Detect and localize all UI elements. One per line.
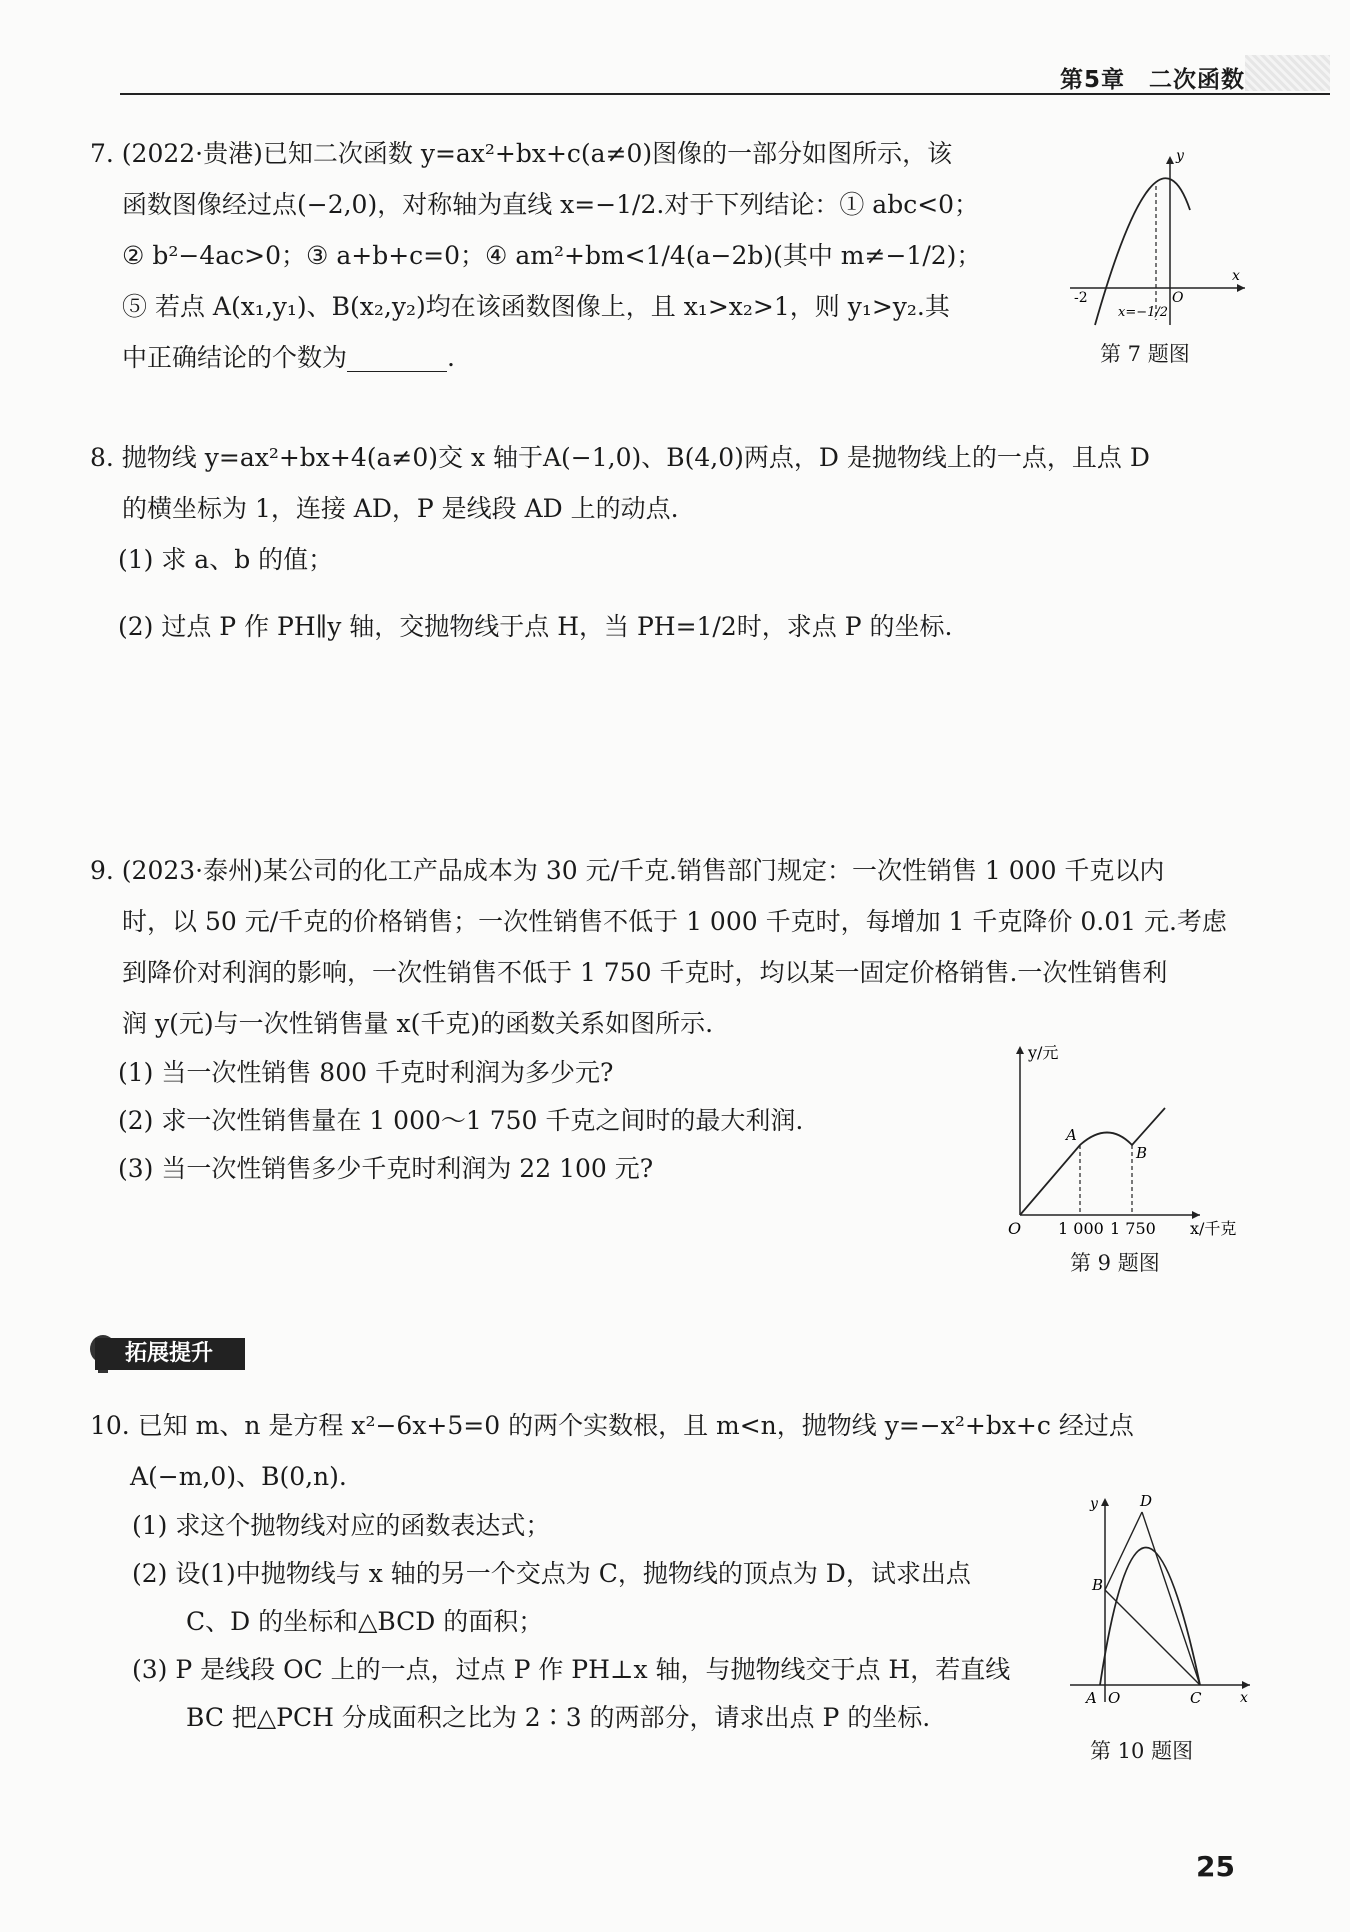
q7-axis-label: x=−1/2 — [1118, 305, 1169, 320]
q10-line: A(−m,0)、B(0,n). — [130, 1462, 347, 1491]
chapter-title: 第5章 二次函数 — [1059, 67, 1245, 93]
q10-point-b: B — [1092, 1576, 1104, 1594]
q9-x-label: x/千克 — [1190, 1219, 1237, 1238]
q7-line: 7. (2022·贵港)已知二次函数 y=ax²+bx+c(a≠0)图像的一部分如图所示，该 — [90, 139, 953, 168]
q9-line: 9. (2023·泰州)某公司的化工产品成本为 30 元/千克.销售部门规定：一次性销售 1 000 千克以内 — [90, 856, 1165, 885]
q8-subquestion: (1) 求 a、b 的值； — [118, 545, 334, 574]
q10-subquestion: (1) 求这个抛物线对应的函数表达式； — [132, 1511, 551, 1540]
q7-line: ⑤ 若点 A(x₁,y₁)、B(x₂,y₂)均在该函数图像上，且 x₁>x₂>1，则 y₁>y₂.其 — [122, 292, 950, 321]
q9-subquestion: (3) 当一次性销售多少千克时利润为 22 100 元? — [118, 1154, 654, 1183]
q8-subquestion: (2) 过点 P 作 PH∥y 轴，交抛物线于点 H，当 PH=1/2时，求点 P 的坐标. — [118, 612, 953, 641]
q9-y-arrow — [1016, 1046, 1024, 1054]
question-7 — [90, 128, 981, 383]
q10-caption: 第 10 题图 — [1090, 1739, 1194, 1763]
question-8 — [90, 432, 1150, 652]
q7-x-arrow — [1237, 284, 1245, 292]
q7-line: 中正确结论的个数为________. — [122, 343, 455, 372]
q7-caption: 第 7 题图 — [1100, 342, 1190, 366]
q10-y-arrow — [1101, 1498, 1109, 1506]
q9-line: 时，以 50 元/千克的价格销售；一次性销售不低于 1 000 千克时，每增加 1 千克降价 0.01 元.考虑 — [122, 907, 1227, 936]
q10-subquestion: (3) P 是线段 OC 上的一点，过点 P 作 PH⊥x 轴，与抛物线交于点 H，若直线 — [132, 1655, 1011, 1684]
q10-figure — [1060, 1490, 1260, 1720]
q10-segment-dc — [1142, 1512, 1200, 1685]
page-number: 25 — [1196, 1850, 1235, 1883]
header-texture — [1245, 55, 1330, 91]
q9-x-arrow — [1192, 1211, 1200, 1219]
q7-line: 函数图像经过点(−2,0)，对称轴为直线 x=−1/2.对于下列结论：① abc<0； — [122, 190, 980, 219]
header-rule — [120, 93, 1330, 95]
q10-point-o: O — [1108, 1689, 1121, 1707]
q9-point-a: A — [1066, 1126, 1077, 1144]
q7-line: ② b²−4ac>0；③ a+b+c=0；④ am²+bm<1/4(a−2b)(其中 m≠−1/2)； — [122, 241, 982, 270]
q9-tick-1750: 1 750 — [1110, 1219, 1156, 1238]
q7-y-arrow — [1166, 156, 1174, 164]
q9-subquestion: (1) 当一次性销售 800 千克时利润为多少元? — [118, 1058, 614, 1087]
q8-line: 的横坐标为 1，连接 AD，P 是线段 AD 上的动点. — [122, 494, 679, 523]
q8-line: 8. 抛物线 y=ax²+bx+4(a≠0)交 x 轴于A(−1,0)、B(4,0)两点，D 是抛物线上的一点，且点 D — [90, 443, 1150, 472]
q10-subquestion: (2) 设(1)中抛物线与 x 轴的另一个交点为 C，抛物线的顶点为 D，试求出点 — [132, 1559, 971, 1588]
q9-line: 到降价对利润的影响，一次性销售不低于 1 750 千克时，均以某一固定价格销售.一次性销售利 — [122, 958, 1168, 987]
q9-line: 润 y(元)与一次性销售量 x(千克)的函数关系如图所示. — [122, 1009, 714, 1038]
q9-origin: O — [1008, 1219, 1022, 1238]
q10-x-label: x — [1240, 1690, 1248, 1706]
q7-figure — [1060, 150, 1255, 330]
q10-y-label: y — [1090, 1496, 1098, 1512]
q9-figure — [1000, 1040, 1250, 1240]
q7-origin: O — [1172, 290, 1184, 306]
section-title: 拓展提升 — [95, 1338, 245, 1370]
q7-y-label: y — [1176, 150, 1184, 164]
q9-tick-1000: 1 000 — [1058, 1219, 1104, 1238]
q9-y-label: y/元 — [1028, 1043, 1059, 1062]
q9-subquestion: (2) 求一次性销售量在 1 000～1 750 千克之间时的最大利润. — [118, 1106, 804, 1135]
q10-line: 10. 已知 m、n 是方程 x²−6x+5=0 的两个实数根，且 m<n，抛物线 y=−x²+bx+c 经过点 — [90, 1411, 1134, 1440]
q7-x-label: x — [1232, 268, 1240, 284]
q9-caption: 第 9 题图 — [1070, 1251, 1160, 1275]
q7-tick-label: -2 — [1074, 290, 1088, 306]
question-10 — [90, 1400, 1134, 1742]
q10-x-arrow — [1242, 1681, 1250, 1689]
q10-subquestion: C、D 的坐标和△BCD 的面积； — [186, 1607, 544, 1636]
q10-point-a: A — [1086, 1689, 1097, 1707]
q9-point-b: B — [1136, 1144, 1148, 1162]
q10-subquestion: BC 把△PCH 分成面积之比为 2∶3 的两部分，请求出点 P 的坐标. — [186, 1703, 931, 1732]
q10-point-d: D — [1140, 1492, 1153, 1510]
page-header — [120, 55, 1330, 95]
q10-point-c: C — [1190, 1689, 1202, 1707]
q10-segment-bc — [1105, 1590, 1200, 1685]
